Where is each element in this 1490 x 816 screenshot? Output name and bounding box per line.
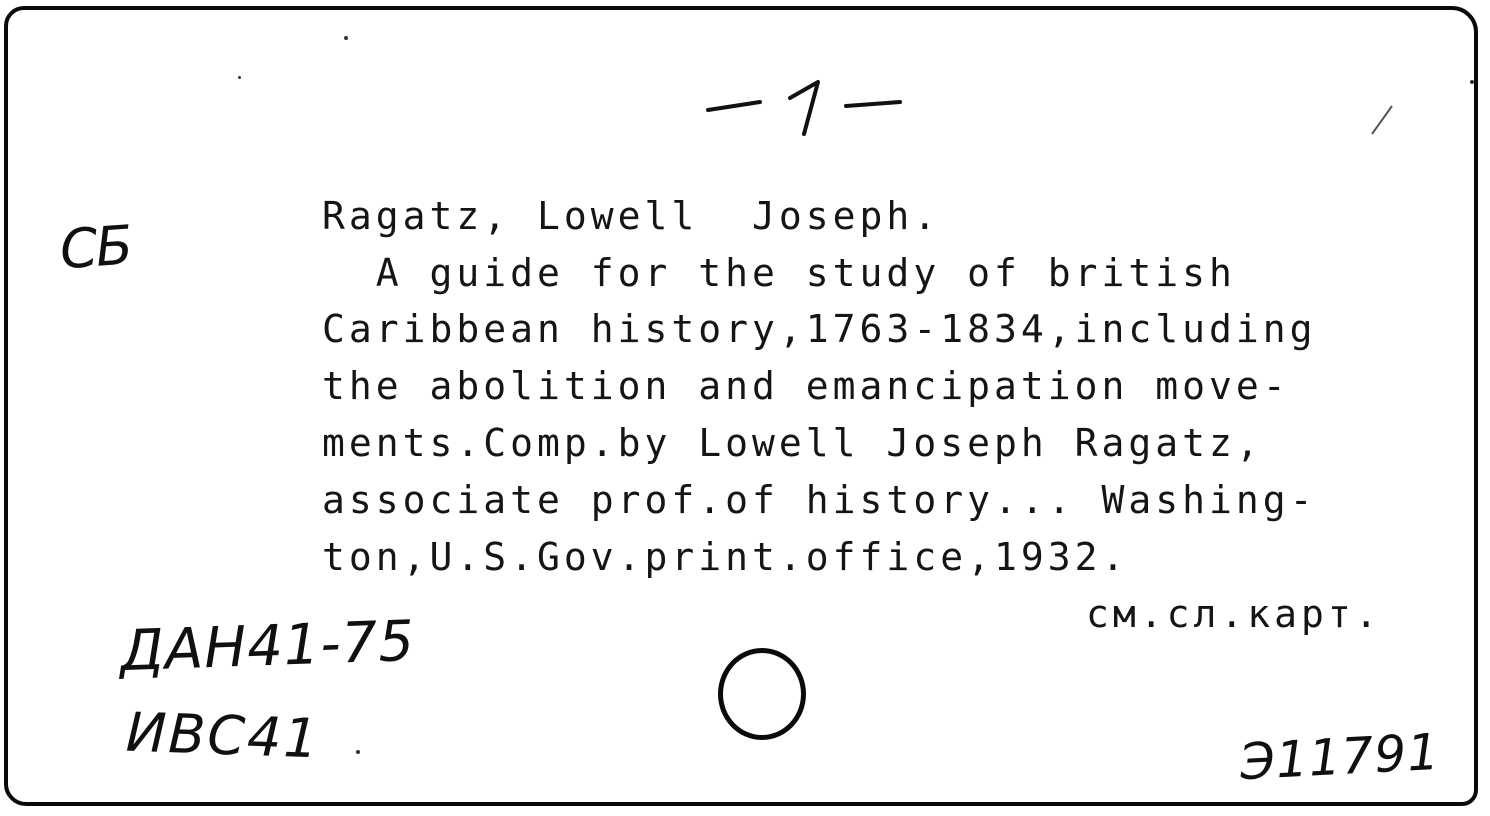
- entry-line-2: Caribbean history,1763-1834,including: [322, 307, 1317, 351]
- entry-line-6: ton,U.S.Gov.print.office,1932.: [322, 535, 1129, 579]
- scan-speck: [344, 36, 348, 40]
- entry-line-1: A guide for the study of british: [322, 251, 1236, 295]
- author-heading: Ragatz, Lowell Joseph.: [322, 194, 941, 238]
- scan-speck: [356, 750, 360, 754]
- pencil-tick-mark: [1368, 102, 1398, 138]
- catalog-card: [4, 6, 1478, 806]
- punch-hole: [718, 648, 806, 740]
- page-number-mark: [698, 72, 918, 142]
- handwritten-shelf-mark-2: ИВС41: [124, 700, 321, 771]
- entry-line-3: the abolition and emancipation move-: [322, 364, 1290, 408]
- entry-line-4: ments.Comp.by Lowell Joseph Ragatz,: [322, 421, 1263, 465]
- scan-speck: [1470, 80, 1474, 84]
- cross-reference: см.сл.карт.: [1086, 592, 1382, 636]
- entry-line-5: associate prof.of history... Washing-: [322, 478, 1317, 522]
- scan-speck: [238, 76, 241, 79]
- handwritten-inventory-number: Э11791: [1238, 722, 1442, 792]
- handwritten-mark-cb: СБ: [57, 213, 133, 282]
- handwritten-shelf-mark-1: ДАН41-75: [118, 608, 416, 685]
